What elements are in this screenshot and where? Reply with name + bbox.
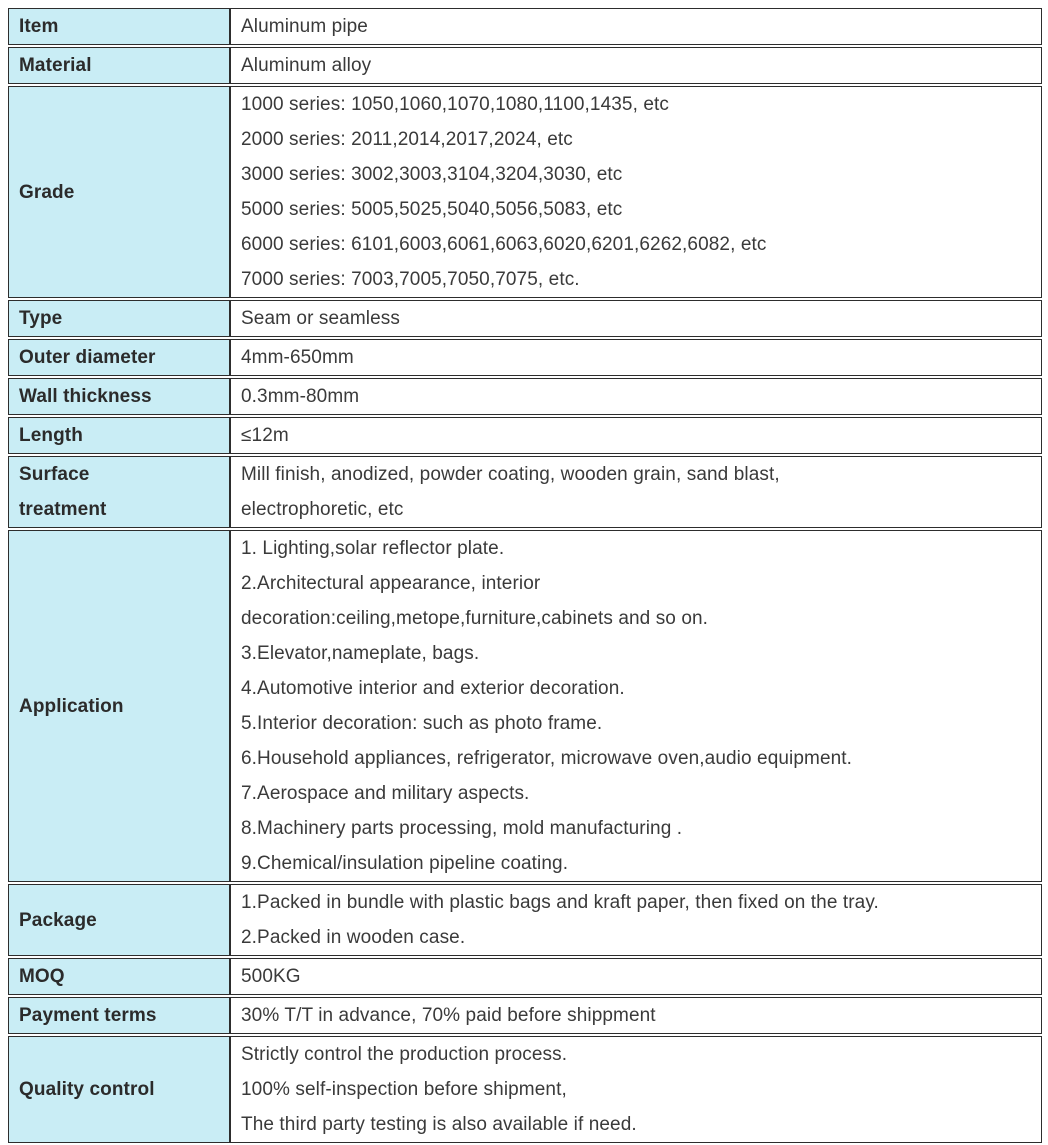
- row-label-cell: [8, 8, 230, 45]
- table-row: [8, 339, 1042, 376]
- row-value-line: 3000 series: 3002,3003,3104,3204,3030, etc: [241, 164, 623, 185]
- row-value-line: decoration:ceiling,metope,furniture,cabinets and so on.: [241, 608, 709, 629]
- table-row: [8, 1036, 1042, 1143]
- product-spec-sheet: [8, 6, 1042, 1145]
- row-value-line: 1.Packed in bundle with plastic bags and kraft paper, then fixed on the tray.: [241, 892, 879, 913]
- row-value-cell: [230, 997, 1042, 1034]
- row-value-line: electrophoretic, etc: [241, 499, 404, 520]
- row-value-line: 9.Chemical/insulation pipeline coating.: [241, 853, 569, 874]
- row-value-cell: [230, 339, 1042, 376]
- row-value-line: 5000 series: 5005,5025,5040,5056,5083, etc: [241, 199, 623, 220]
- table-row: [8, 456, 1042, 528]
- row-label-cell: [8, 86, 230, 298]
- row-label-cell: [8, 47, 230, 84]
- table-row: [8, 530, 1042, 882]
- row-label-cell: [8, 997, 230, 1034]
- row-value-line: 1000 series: 1050,1060,1070,1080,1100,1435, etc: [241, 94, 669, 115]
- row-label: Quality control: [19, 1079, 155, 1100]
- row-value-line: 2.Architectural appearance, interior: [241, 573, 541, 594]
- row-value-cell: [230, 530, 1042, 882]
- row-value-cell: [230, 958, 1042, 995]
- row-label: Outer diameter: [19, 347, 156, 368]
- row-value-line: The third party testing is also available if need.: [241, 1114, 637, 1135]
- row-value-cell: [230, 378, 1042, 415]
- row-label: Payment terms: [19, 1005, 157, 1026]
- row-value-cell: [230, 456, 1042, 528]
- row-label: MOQ: [19, 966, 65, 987]
- row-label-cell: [8, 417, 230, 454]
- table-row: [8, 300, 1042, 337]
- row-value-cell: [230, 884, 1042, 956]
- row-label: Package: [19, 909, 97, 931]
- row-value-line: 1. Lighting,solar reflector plate.: [241, 538, 505, 559]
- row-label-cell: [8, 530, 230, 882]
- row-value-cell: [230, 47, 1042, 84]
- row-value-line: 8.Machinery parts processing, mold manufacturing .: [241, 818, 683, 839]
- row-value-line: 3.Elevator,nameplate, bags.: [241, 643, 480, 664]
- row-value-cell: [230, 86, 1042, 298]
- row-value-line: 2000 series: 2011,2014,2017,2024, etc: [241, 129, 573, 150]
- row-value-line: 100% self-inspection before shipment,: [241, 1079, 567, 1100]
- row-label: Item: [19, 16, 59, 37]
- row-label-cell: [8, 958, 230, 995]
- row-label: Wall thickness: [19, 386, 152, 407]
- table-row: [8, 378, 1042, 415]
- row-value-cell: [230, 417, 1042, 454]
- row-label-cell: [8, 300, 230, 337]
- row-value-line: 0.3mm-80mm: [241, 386, 360, 407]
- row-value-line: ≤12m: [241, 425, 289, 446]
- row-value-line: Strictly control the production process.: [241, 1044, 568, 1065]
- row-value-line: 4mm-650mm: [241, 347, 354, 368]
- row-label-cell: [8, 339, 230, 376]
- row-value-line: 5.Interior decoration: such as photo frame.: [241, 713, 603, 734]
- row-label-cell: [8, 1036, 230, 1143]
- table-row: [8, 958, 1042, 995]
- row-label: Application: [19, 695, 124, 717]
- row-value-line: Mill finish, anodized, powder coating, wooden grain, sand blast,: [241, 464, 780, 485]
- row-value-cell: [230, 300, 1042, 337]
- row-value-line: Aluminum pipe: [241, 16, 368, 37]
- row-label: Type: [19, 308, 63, 329]
- row-value-cell: [230, 1036, 1042, 1143]
- row-label-cell: [8, 378, 230, 415]
- row-value-cell: [230, 8, 1042, 45]
- row-value-line: 4.Automotive interior and exterior decoration.: [241, 678, 625, 699]
- row-label-cell: [8, 456, 230, 528]
- table-row: [8, 86, 1042, 298]
- row-label: treatment: [19, 499, 107, 520]
- table-row: [8, 8, 1042, 45]
- row-label: Surface: [19, 464, 90, 485]
- table-row: [8, 47, 1042, 84]
- row-label: Grade: [19, 181, 75, 203]
- table-row: [8, 997, 1042, 1034]
- table-row: [8, 417, 1042, 454]
- row-value-line: 2.Packed in wooden case.: [241, 927, 466, 948]
- table-row: [8, 884, 1042, 956]
- row-value-line: 6000 series: 6101,6003,6061,6063,6020,6201,6262,6082, etc: [241, 234, 767, 255]
- spec-table: [8, 6, 1042, 1145]
- row-label-cell: [8, 884, 230, 956]
- row-value-line: 500KG: [241, 966, 301, 987]
- row-value-line: Seam or seamless: [241, 308, 400, 329]
- row-label: Material: [19, 55, 92, 76]
- row-value-line: 7.Aerospace and military aspects.: [241, 783, 530, 804]
- row-value-line: Aluminum alloy: [241, 55, 372, 76]
- spec-table-body: [8, 8, 1042, 1143]
- row-value-line: 7000 series: 7003,7005,7050,7075, etc.: [241, 269, 580, 290]
- row-value-line: 6.Household appliances, refrigerator, microwave oven,audio equipment.: [241, 748, 853, 769]
- row-value-line: 30% T/T in advance, 70% paid before shippment: [241, 1005, 656, 1026]
- row-label: Length: [19, 425, 83, 446]
